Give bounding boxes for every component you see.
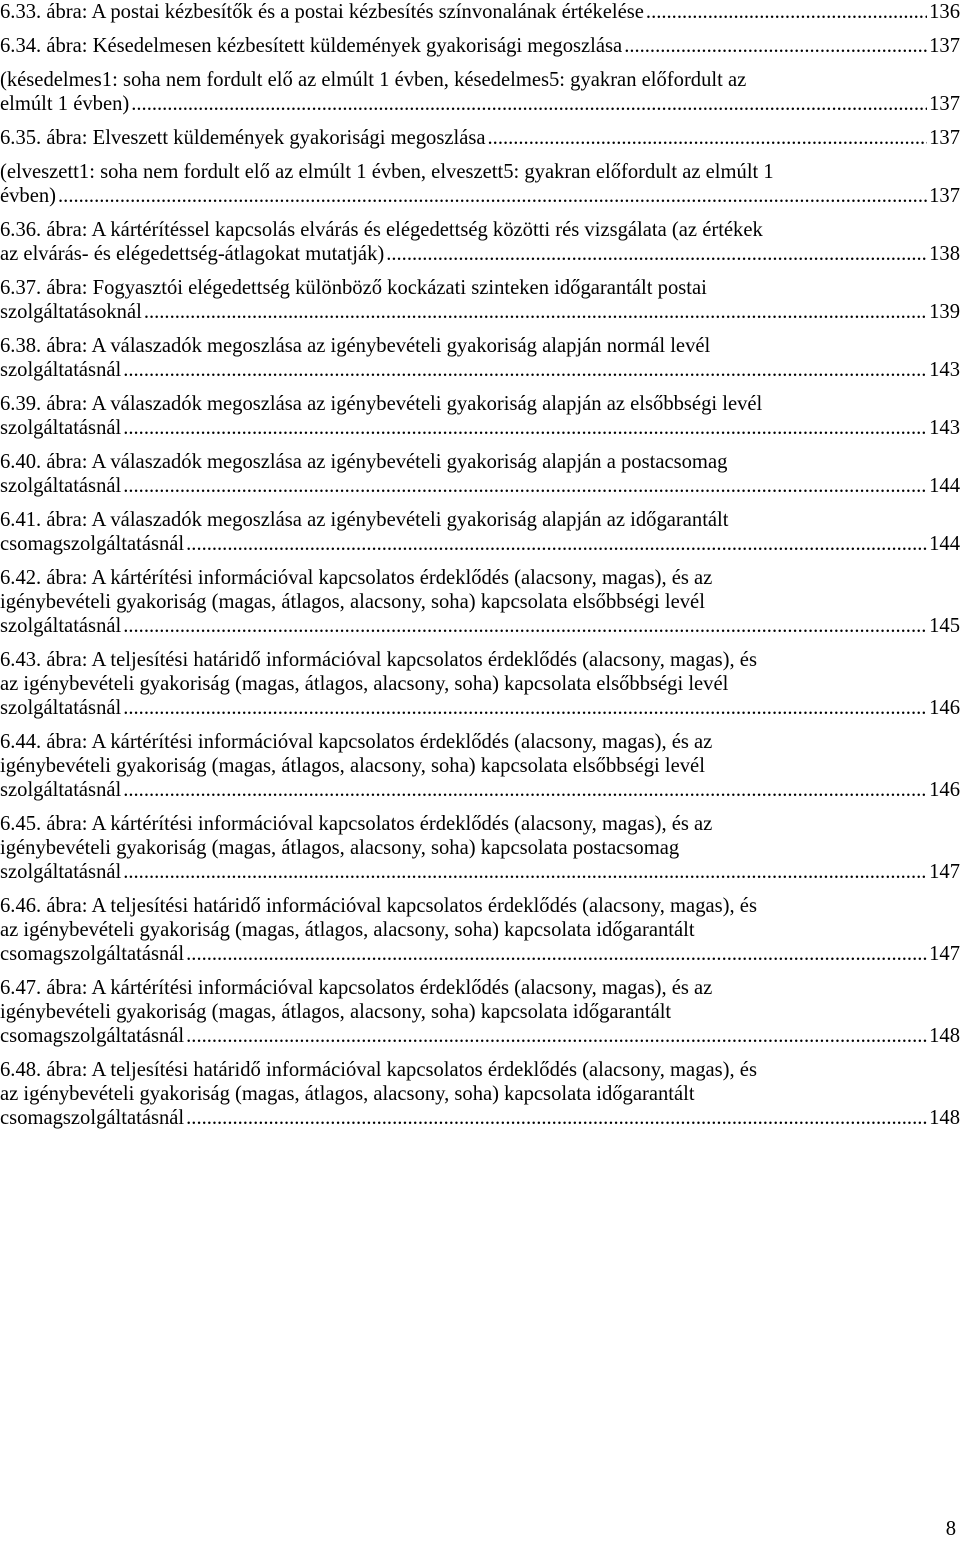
entry-last-line [0, 696, 960, 720]
entry-last-line [0, 358, 960, 382]
entry-text-line: az elvárás- és elégedettség-átlagokat mutatják) [0, 243, 385, 265]
dot-leader [123, 696, 927, 720]
toc-entry-note[interactable] [0, 68, 960, 116]
entry-text-line: 6.36. ábra: A kártérítéssel kapcsolás elvárás és elégedettség közötti rés vizsgálata (az értékek [0, 219, 763, 241]
entry-text-line: (késedelmes1: soha nem fordult elő az elmúlt 1 évben, késedelmes5: gyakran előfordult az [0, 69, 747, 91]
entry-last-line [0, 1024, 960, 1048]
entry-last-line [0, 300, 960, 324]
page-number: 8 [945, 1518, 956, 1540]
dot-leader [144, 300, 927, 324]
entry-last-line [0, 1106, 960, 1130]
toc-entry[interactable] [0, 218, 960, 266]
entry-text-line: (elveszett1: soha nem fordult elő az elmúlt 1 évben, elveszett5: gyakran előfordult az elmúlt 1 [0, 161, 774, 183]
toc-entry[interactable] [0, 450, 960, 498]
entry-last-line [0, 532, 960, 556]
entry-last-line [0, 778, 960, 802]
entry-last-line [0, 416, 960, 440]
dot-leader [123, 416, 927, 440]
entry-text-line: szolgáltatásnál [0, 615, 122, 637]
dot-leader [646, 0, 927, 24]
dot-leader [123, 358, 927, 382]
dot-leader [488, 126, 928, 150]
dot-leader [186, 942, 927, 966]
entry-page-number[interactable]: 137 [929, 35, 960, 57]
dot-leader [186, 1024, 927, 1048]
dot-leader [386, 242, 927, 266]
entry-text-line: 6.40. ábra: A válaszadók megoszlása az igénybevételi gyakoriság alapján a postacsomag [0, 451, 728, 473]
toc-entry[interactable] [0, 566, 960, 638]
entry-text-line: az igénybevételi gyakoriság (magas, átlagos, alacsony, soha) kapcsolata időgarantált [0, 1083, 695, 1105]
entry-text-line: 6.43. ábra: A teljesítési határidő információval kapcsolatos érdeklődés (alacsony, magas), és [0, 649, 757, 671]
dot-leader [123, 614, 927, 638]
entry-page-number[interactable]: 147 [929, 861, 960, 883]
toc-entry[interactable] [0, 276, 960, 324]
entry-page-number[interactable]: 137 [929, 127, 960, 149]
entry-page-number[interactable]: 143 [929, 417, 960, 439]
entry-page-number[interactable]: 146 [929, 779, 960, 801]
dot-leader [123, 860, 927, 884]
entry-text-line: elmúlt 1 évben) [0, 93, 130, 115]
entry-text-line: szolgáltatásnál [0, 475, 122, 497]
entry-last-line [0, 942, 960, 966]
entry-text-line: 6.47. ábra: A kártérítési információval kapcsolatos érdeklődés (alacsony, magas), és az [0, 977, 713, 999]
entry-last-line [0, 184, 960, 208]
entry-text-line: szolgáltatásoknál [0, 301, 142, 323]
entry-text-line: 6.38. ábra: A válaszadók megoszlása az igénybevételi gyakoriság alapján normál levél [0, 335, 711, 357]
entry-text-line: csomagszolgáltatásnál [0, 1107, 185, 1129]
toc-entry[interactable] [0, 334, 960, 382]
entry-text-line: 6.37. ábra: Fogyasztói elégedettség különböző kockázati szinteken időgarantált postai [0, 277, 707, 299]
entry-text-line: az igénybevételi gyakoriság (magas, átlagos, alacsony, soha) kapcsolata elsőbbségi levél [0, 673, 729, 695]
toc-entry[interactable] [0, 34, 960, 58]
entry-text-line: csomagszolgáltatásnál [0, 943, 185, 965]
toc-entry[interactable] [0, 730, 960, 802]
entry-text-line: csomagszolgáltatásnál [0, 533, 185, 555]
entry-page-number[interactable]: 144 [929, 475, 960, 497]
entry-text-line: 6.46. ábra: A teljesítési határidő információval kapcsolatos érdeklődés (alacsony, magas), és [0, 895, 757, 917]
entry-text-line: 6.44. ábra: A kártérítési információval kapcsolatos érdeklődés (alacsony, magas), és az [0, 731, 713, 753]
toc-entry[interactable] [0, 976, 960, 1048]
toc-entry[interactable] [0, 812, 960, 884]
entry-text-line: igénybevételi gyakoriság (magas, átlagos, alacsony, soha) kapcsolata elsőbbségi levél [0, 591, 705, 613]
entry-text-line: csomagszolgáltatásnál [0, 1025, 185, 1047]
entry-page-number[interactable]: 139 [929, 301, 960, 323]
dot-leader [186, 532, 927, 556]
entry-text-line: igénybevételi gyakoriság (magas, átlagos, alacsony, soha) kapcsolata elsőbbségi levél [0, 755, 705, 777]
entry-text-line: szolgáltatásnál [0, 861, 122, 883]
entry-text-line: szolgáltatásnál [0, 417, 122, 439]
entry-last-line [0, 614, 960, 638]
entry-text-line: 6.41. ábra: A válaszadók megoszlása az igénybevételi gyakoriság alapján az időgarantált [0, 509, 729, 531]
entry-page-number[interactable]: 145 [929, 615, 960, 637]
dot-leader [58, 184, 927, 208]
entry-text-line: 6.48. ábra: A teljesítési határidő információval kapcsolatos érdeklődés (alacsony, magas), és [0, 1059, 757, 1081]
toc-entry[interactable] [0, 648, 960, 720]
toc-entry[interactable] [0, 508, 960, 556]
entry-text-line: 6.42. ábra: A kártérítési információval kapcsolatos érdeklődés (alacsony, magas), és az [0, 567, 713, 589]
entry-page-number[interactable]: 148 [929, 1025, 960, 1047]
entry-text-line: 6.45. ábra: A kártérítési információval kapcsolatos érdeklődés (alacsony, magas), és az [0, 813, 713, 835]
entry-last-line [0, 92, 960, 116]
toc-entry[interactable] [0, 126, 960, 150]
dot-leader [123, 778, 927, 802]
entry-last-line [0, 242, 960, 266]
entry-last-line [0, 860, 960, 884]
entry-last-line [0, 126, 960, 150]
toc-entry-note[interactable] [0, 160, 960, 208]
entry-text-line: az igénybevételi gyakoriság (magas, átlagos, alacsony, soha) kapcsolata időgarantált [0, 919, 695, 941]
entry-text-line: szolgáltatásnál [0, 697, 122, 719]
entry-last-line [0, 474, 960, 498]
dot-leader [131, 92, 927, 116]
entry-last-line [0, 0, 960, 24]
entry-text-line: igénybevételi gyakoriság (magas, átlagos, alacsony, soha) kapcsolata időgarantált [0, 1001, 672, 1023]
entry-text-line: évben) [0, 185, 57, 207]
entry-text-line: igénybevételi gyakoriság (magas, átlagos, alacsony, soha) kapcsolata postacsomag [0, 837, 680, 859]
entry-page-number[interactable]: 147 [929, 943, 960, 965]
entry-text-line: 6.39. ábra: A válaszadók megoszlása az igénybevételi gyakoriság alapján az elsőbbségi levél [0, 393, 763, 415]
dot-leader [624, 34, 927, 58]
dot-leader [186, 1106, 927, 1130]
entry-page-number[interactable]: 146 [929, 697, 960, 719]
entry-text-line: szolgáltatásnál [0, 779, 122, 801]
toc-entry[interactable] [0, 1058, 960, 1130]
entry-page-number[interactable]: 143 [929, 359, 960, 381]
entry-page-number[interactable]: 136 [929, 1, 960, 23]
dot-leader [123, 474, 927, 498]
entry-page-number[interactable]: 148 [929, 1107, 960, 1129]
entry-text-line: 6.34. ábra: Késedelmesen kézbesített küldemények gyakorisági megoszlása [0, 35, 623, 57]
toc-entry[interactable] [0, 0, 960, 24]
toc-entry[interactable] [0, 894, 960, 966]
entry-text-line: 6.33. ábra: A postai kézbesítők és a postai kézbesítés színvonalának értékelése [0, 1, 644, 23]
toc-entry[interactable] [0, 392, 960, 440]
entry-page-number[interactable]: 137 [929, 185, 960, 207]
entry-page-number[interactable]: 138 [929, 243, 960, 265]
entry-page-number[interactable]: 144 [929, 533, 960, 555]
entry-text-line: 6.35. ábra: Elveszett küldemények gyakorisági megoszlása [0, 127, 486, 149]
entry-page-number[interactable]: 137 [929, 93, 960, 115]
entry-last-line [0, 34, 960, 58]
entry-text-line: szolgáltatásnál [0, 359, 122, 381]
